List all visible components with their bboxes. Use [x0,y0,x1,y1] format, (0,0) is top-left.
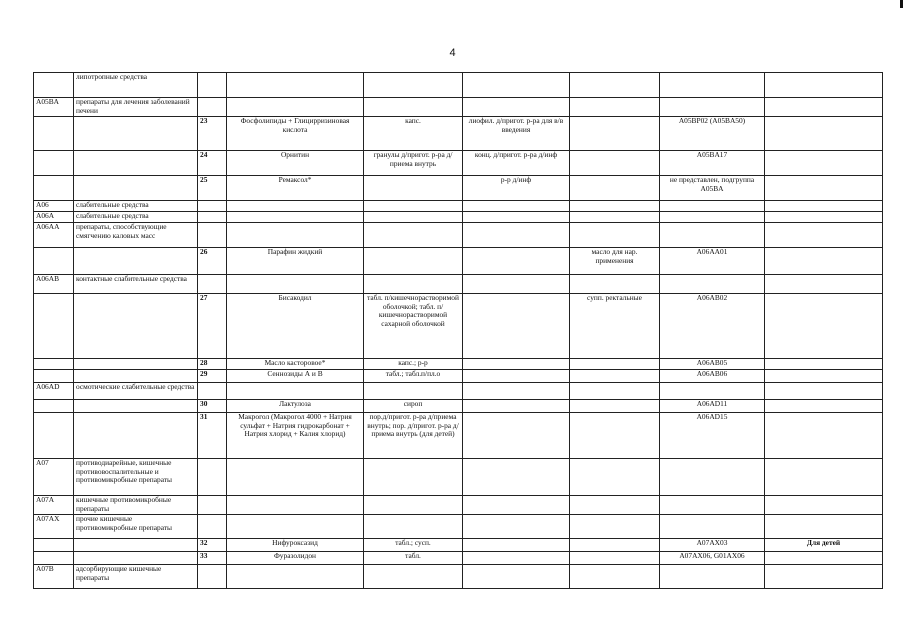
dosage-form-oral-cell [364,223,463,248]
dosage-form-other-cell [570,565,660,589]
table-row [34,223,883,248]
row-number-cell [198,98,227,117]
dosage-form-other-cell [570,223,660,248]
row-number-cell [198,223,227,248]
dosage-form-oral-cell [364,515,463,539]
drug-name-cell: Сеннозиды А и В [227,370,364,383]
drug-name-cell [227,201,364,212]
row-number-cell [198,496,227,515]
atc-group-code-cell: A06AB [34,275,74,294]
table-row [34,565,883,589]
note-cell [765,151,883,176]
atc-code-cell: не представлен, подгруппа A05BA [660,176,765,201]
note-cell [765,496,883,515]
group-name-cell [74,539,198,552]
atc-group-code-cell [34,294,74,359]
drug-name-cell [227,275,364,294]
dosage-form-oral-cell: табл.; сусп. [364,539,463,552]
dosage-form-parenteral-cell [463,565,570,589]
dosage-form-other-cell [570,459,660,496]
row-number-cell: 23 [198,117,227,151]
group-name-cell [74,176,198,201]
atc-group-code-cell [34,539,74,552]
group-name-cell [74,552,198,565]
group-name-cell: контактные слабительные средства [74,275,198,294]
table-row [34,359,883,370]
atc-group-code-cell: A07AX [34,515,74,539]
note-cell [765,370,883,383]
row-number-cell [198,459,227,496]
table-row [34,73,883,98]
atc-code-cell: A05BA17 [660,151,765,176]
atc-code-cell [660,201,765,212]
group-name-cell [74,413,198,459]
dosage-form-parenteral-cell: конц. д/пригот. р-ра д/инф [463,151,570,176]
table-row [34,212,883,223]
dosage-form-oral-cell: табл.; табл.п/пл.о [364,370,463,383]
table-row [34,515,883,539]
atc-code-cell [660,565,765,589]
note-cell [765,223,883,248]
dosage-form-oral-cell: табл. [364,552,463,565]
row-number-cell [198,275,227,294]
note-cell [765,565,883,589]
atc-code-cell [660,496,765,515]
group-name-cell: слабительные средства [74,201,198,212]
table-row [34,176,883,201]
note-cell [765,176,883,201]
atc-code-cell: A07AX03 [660,539,765,552]
note-cell: Для детей [765,539,883,552]
group-name-cell [74,359,198,370]
dosage-form-oral-cell [364,98,463,117]
group-name-cell: препараты, способствующие смягчению каловых масс [74,223,198,248]
atc-group-code-cell [34,151,74,176]
group-name-cell: прочие кишечные противомикробные препараты [74,515,198,539]
atc-code-cell [660,515,765,539]
atc-code-cell [660,459,765,496]
dosage-form-other-cell [570,117,660,151]
dosage-form-parenteral-cell [463,201,570,212]
dosage-form-parenteral-cell [463,73,570,98]
table-row [34,201,883,212]
atc-code-cell [660,383,765,400]
atc-code-cell: A06AD11 [660,400,765,413]
dosage-form-oral-cell [364,73,463,98]
atc-group-code-cell [34,359,74,370]
row-number-cell: 24 [198,151,227,176]
drug-name-cell: Масло касторовое* [227,359,364,370]
atc-code-cell [660,73,765,98]
dosage-form-oral-cell [364,275,463,294]
corner-mark [900,0,903,8]
dosage-form-other-cell [570,201,660,212]
row-number-cell: 28 [198,359,227,370]
drug-name-cell [227,515,364,539]
group-name-cell: противодиарейные, кишечные противовоспалительные и противомикробные препараты [74,459,198,496]
drug-name-cell: Макрогол (Макрогол 4000 + Натрия сульфат + Натрия гидрокарбонат + Натрия хлорид + Калия хлорид) [227,413,364,459]
drug-name-cell: Орнитин [227,151,364,176]
dosage-form-other-cell [570,496,660,515]
drug-name-cell [227,212,364,223]
atc-code-cell: A05BP02 (A05BA50) [660,117,765,151]
dosage-form-parenteral-cell [463,248,570,275]
dosage-form-other-cell [570,370,660,383]
table-row [34,383,883,400]
table-row [34,400,883,413]
dosage-form-other-cell [570,539,660,552]
group-name-cell [74,370,198,383]
drug-name-cell: Парафин жидкий [227,248,364,275]
drug-name-cell: Фуразолидон [227,552,364,565]
note-cell [765,459,883,496]
dosage-form-oral-cell: капс.; р-р [364,359,463,370]
group-name-cell: осмотические слабительные средства [74,383,198,400]
table-row [34,370,883,383]
row-number-cell: 31 [198,413,227,459]
dosage-form-oral-cell: сироп [364,400,463,413]
table-row [34,413,883,459]
dosage-form-parenteral-cell [463,294,570,359]
dosage-form-other-cell [570,176,660,201]
note-cell [765,359,883,370]
dosage-form-parenteral-cell [463,496,570,515]
row-number-cell [198,201,227,212]
drug-name-cell [227,496,364,515]
atc-code-cell: A06AB05 [660,359,765,370]
atc-group-code-cell: A06A [34,212,74,223]
drug-name-cell [227,565,364,589]
group-name-cell [74,248,198,275]
dosage-form-parenteral-cell: р-р д/инф [463,176,570,201]
atc-code-cell: A06AA01 [660,248,765,275]
dosage-form-other-cell [570,98,660,117]
dosage-form-oral-cell [364,176,463,201]
row-number-cell: 26 [198,248,227,275]
note-cell [765,98,883,117]
row-number-cell [198,515,227,539]
row-number-cell: 25 [198,176,227,201]
page-number: 4 [449,47,456,59]
group-name-cell: кишечные противомикробные препараты [74,496,198,515]
note-cell [765,117,883,151]
atc-code-cell: A06AB02 [660,294,765,359]
dosage-form-parenteral-cell [463,98,570,117]
table-row [34,98,883,117]
drug-name-cell [227,383,364,400]
drug-name-cell: Ремаксол* [227,176,364,201]
atc-code-cell [660,223,765,248]
note-cell [765,552,883,565]
table-row [34,539,883,552]
row-number-cell [198,73,227,98]
atc-group-code-cell: A06AD [34,383,74,400]
drug-name-cell [227,223,364,248]
atc-code-cell: A06AB06 [660,370,765,383]
drug-name-cell: Лактулоза [227,400,364,413]
row-number-cell: 30 [198,400,227,413]
table-row [34,496,883,515]
table-row [34,275,883,294]
table-row [34,552,883,565]
note-cell [765,383,883,400]
atc-group-code-cell [34,400,74,413]
atc-code-cell [660,98,765,117]
dosage-form-oral-cell [364,383,463,400]
atc-group-code-cell: A05BA [34,98,74,117]
atc-code-cell: A06AD15 [660,413,765,459]
atc-group-code-cell [34,117,74,151]
dosage-form-oral-cell [364,565,463,589]
drug-name-cell [227,73,364,98]
table-row [34,151,883,176]
group-name-cell [74,294,198,359]
table-row [34,459,883,496]
dosage-form-parenteral-cell [463,552,570,565]
dosage-form-oral-cell: гранулы д/пригот. р-ра д/приема внутрь [364,151,463,176]
dosage-form-other-cell [570,413,660,459]
dosage-form-parenteral-cell [463,370,570,383]
dosage-form-parenteral-cell: лиофил. д/пригот. р-ра для в/в введения [463,117,570,151]
row-number-cell: 33 [198,552,227,565]
table-row [34,248,883,275]
drug-name-cell [227,98,364,117]
note-cell [765,275,883,294]
dosage-form-parenteral-cell [463,400,570,413]
table-row [34,294,883,359]
group-name-cell [74,117,198,151]
group-name-cell: препараты для лечения заболеваний печени [74,98,198,117]
atc-group-code-cell: A07A [34,496,74,515]
dosage-form-oral-cell [364,496,463,515]
dosage-form-parenteral-cell [463,359,570,370]
atc-code-cell [660,275,765,294]
atc-group-code-cell: A06AA [34,223,74,248]
note-cell [765,400,883,413]
dosage-form-other-cell [570,151,660,176]
note-cell [765,515,883,539]
note-cell [765,212,883,223]
atc-group-code-cell [34,370,74,383]
dosage-form-parenteral-cell [463,383,570,400]
table-row [34,117,883,151]
dosage-form-other-cell: супп. ректальные [570,294,660,359]
drug-name-cell: Бисакодил [227,294,364,359]
dosage-form-oral-cell: пор.д/пригот. р-ра д/приема внутрь; пор. д/пригот. р-ра д/приема внутрь (для детей) [364,413,463,459]
row-number-cell: 29 [198,370,227,383]
atc-group-code-cell [34,413,74,459]
dosage-form-other-cell: масло для нар. применения [570,248,660,275]
atc-code-cell: A07AX06, G01AX06 [660,552,765,565]
row-number-cell [198,212,227,223]
drug-name-cell [227,459,364,496]
dosage-form-oral-cell [364,248,463,275]
dosage-form-parenteral-cell [463,212,570,223]
row-number-cell [198,565,227,589]
atc-group-code-cell [34,73,74,98]
dosage-form-oral-cell [364,201,463,212]
dosage-form-parenteral-cell [463,539,570,552]
note-cell [765,201,883,212]
row-number-cell: 32 [198,539,227,552]
dosage-form-oral-cell: капс. [364,117,463,151]
dosage-form-parenteral-cell [463,413,570,459]
dosage-form-other-cell [570,359,660,370]
dosage-form-parenteral-cell [463,515,570,539]
dosage-form-other-cell [570,552,660,565]
group-name-cell [74,151,198,176]
row-number-cell: 27 [198,294,227,359]
dosage-form-oral-cell [364,459,463,496]
drug-name-cell: Фосфолипиды + Глицирризиновая кислота [227,117,364,151]
dosage-form-other-cell [570,400,660,413]
dosage-form-other-cell [570,383,660,400]
atc-group-code-cell: A06 [34,201,74,212]
row-number-cell [198,383,227,400]
drug-name-cell: Нифуроксазид [227,539,364,552]
dosage-form-parenteral-cell [463,275,570,294]
atc-group-code-cell [34,552,74,565]
group-name-cell [74,400,198,413]
dosage-form-other-cell [570,73,660,98]
note-cell [765,413,883,459]
note-cell [765,73,883,98]
note-cell [765,248,883,275]
dosage-form-parenteral-cell [463,459,570,496]
dosage-form-other-cell [570,212,660,223]
dosage-form-oral-cell: табл. п/кишечнорастворимой оболочкой; табл. п/кишечнорастворимой сахарной оболочкой [364,294,463,359]
dosage-form-other-cell [570,275,660,294]
group-name-cell: липотропные средства [74,73,198,98]
dosage-form-other-cell [570,515,660,539]
dosage-form-oral-cell [364,212,463,223]
atc-group-code-cell: A07B [34,565,74,589]
atc-code-cell [660,212,765,223]
atc-group-code-cell [34,176,74,201]
group-name-cell: слабительные средства [74,212,198,223]
atc-group-code-cell: A07 [34,459,74,496]
dosage-form-parenteral-cell [463,223,570,248]
atc-group-code-cell [34,248,74,275]
group-name-cell: адсорбирующие кишечные препараты [74,565,198,589]
drug-list-table [33,72,883,589]
note-cell [765,294,883,359]
